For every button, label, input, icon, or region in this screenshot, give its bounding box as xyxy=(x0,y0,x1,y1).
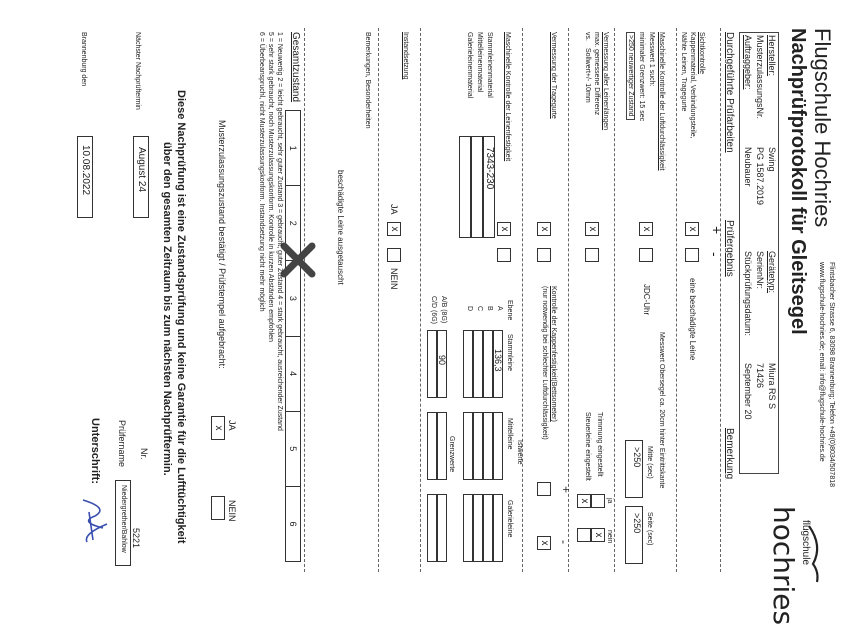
ebene-d: D xyxy=(466,306,473,312)
pruefer-value: Niedergrether/Bahlow xyxy=(120,485,127,553)
istwert-a-stamm[interactable] xyxy=(493,330,503,398)
ab-label: A/B (8G) xyxy=(440,296,447,324)
luft-bemerkung: Messwert Obersegel ca. 20cm hinter Eintrittskante xyxy=(658,332,665,489)
gesamt-legend-3: 6 = Überbeanspruchl, nicht Musterzulassungskonform. Instandsetzung nicht mehr möglich xyxy=(258,32,265,312)
gesamt-cell-3[interactable]: 3 xyxy=(286,261,300,336)
nr-label: Nr. xyxy=(139,448,149,460)
divider xyxy=(676,28,677,572)
steuer-ja-checkbox[interactable]: x xyxy=(577,494,591,508)
kappe-sub: (nur notwendig bei schlechter Luftdurchlässigkeit) xyxy=(541,286,548,440)
leinen-plus-checkbox[interactable]: x xyxy=(497,222,511,236)
contact-line-1: Flintsbacher Strasse 6, 83098 Brannenburg; Telefon +49(0)8034/507818 xyxy=(828,262,835,488)
istwert-c-mittel[interactable] xyxy=(473,412,483,480)
logo-bottom-text: hochries xyxy=(767,506,800,625)
ebene-label: Ebene xyxy=(506,300,513,321)
contact-line-2: www.flugschule-hochries.de; email: info@flugschule-hochries.de xyxy=(818,262,825,462)
luft-plus-checkbox[interactable]: x xyxy=(639,222,653,236)
trage-label: Vermessung der Tragegurte xyxy=(550,32,557,119)
stamm-material-label: Stammleinenmaterial xyxy=(486,32,493,98)
instand-nein-checkbox[interactable] xyxy=(387,248,401,262)
mitte-field[interactable] xyxy=(625,440,643,498)
gesamt-scale xyxy=(285,110,301,562)
luft-minus-checkbox[interactable] xyxy=(639,248,653,262)
divider xyxy=(522,28,523,572)
gesamt-label: Gesamtzustand xyxy=(290,32,301,103)
istwert-a-galerie[interactable] xyxy=(493,494,503,562)
sicht-minus-checkbox[interactable] xyxy=(685,248,699,262)
col-plus: + xyxy=(709,226,725,235)
istwert-a-stamm-value: 136,3 xyxy=(493,349,503,372)
galerie-material-label: Galerieleinenmaterial xyxy=(466,32,473,99)
istwert-b-galerie[interactable] xyxy=(483,494,493,562)
trimm-nein-checkbox[interactable]: x xyxy=(591,528,605,542)
hersteller-label: Hersteller: xyxy=(767,35,777,77)
trimm-label-1: Trimmung eingestellt xyxy=(596,412,603,477)
nr-value: 5221 xyxy=(131,528,141,549)
col-ergebnis: Prüfergebnis xyxy=(724,220,735,277)
konform-nein-label: NEIN xyxy=(227,500,237,522)
konform-text: Musterzulassungszustand bestätigt / Prüfstempel aufgebracht: xyxy=(217,120,227,369)
kappe-label: Kontrolle der Kappenfestigkeit(Bettsometer) xyxy=(550,286,557,422)
grenz-cd-mittel[interactable] xyxy=(427,412,437,480)
mittelleine-label: Mittelleine xyxy=(506,418,513,450)
pruefer-label: Prüfername xyxy=(117,420,127,468)
gesamt-cell-1[interactable]: 1 xyxy=(286,111,300,186)
kappe-minus-checkbox[interactable]: x xyxy=(537,536,551,550)
stamm-material-field[interactable] xyxy=(483,136,495,238)
disclaimer-line-2: über den gesamten Zeitraum bis zum nächsten Nachprüftermin. xyxy=(161,142,173,476)
gesamt-legend-2: 5 = sehr stark gebraucht, noch Musterzulassungskonform. Kontrolle in kurzen Abständen empfohlen xyxy=(267,32,274,342)
luft-sub1: Messwert 1 such: xyxy=(648,32,655,87)
mittel-material-field[interactable] xyxy=(471,136,483,238)
auftrag-label: Auftraggeber: xyxy=(743,35,753,90)
stamm-material-value: 7343-230 xyxy=(484,147,495,190)
school-name: Flugschule Hochries xyxy=(810,28,835,228)
col-minus: - xyxy=(707,252,723,257)
signature-icon xyxy=(73,494,113,548)
luft-label: Maschinelle Kontrolle der Luftdurchlässigkeit xyxy=(658,32,665,171)
istwert-d-galerie[interactable] xyxy=(463,494,473,562)
sicht-sub1: Kappenmaterial, Verbindungsteile, xyxy=(689,32,696,139)
grenz-ab-galerie[interactable] xyxy=(437,494,447,562)
vermess-label: Vermessung aller Leinenlängen xyxy=(602,32,609,131)
ort-date-field[interactable] xyxy=(77,136,93,218)
geraetetyp-label: Gerätetyp: xyxy=(767,251,777,294)
instand-nein-label: NEIN xyxy=(389,268,399,290)
istwert-c-stamm[interactable] xyxy=(473,330,483,398)
ebene-b: B xyxy=(486,306,493,311)
instand-label: Instandsetzung xyxy=(402,32,409,80)
istwert-d-stamm[interactable] xyxy=(463,330,473,398)
gesamt-cell-6[interactable]: 6 xyxy=(288,521,298,527)
document-title: Nachprüfprotokoll für Gleitsegel xyxy=(787,28,809,335)
steuer-nein-checkbox[interactable] xyxy=(577,528,591,542)
divider xyxy=(614,28,615,572)
trimm-label-2: Steuerleine eingestellt xyxy=(584,412,591,481)
istwert-a-mittel[interactable] xyxy=(493,412,503,480)
sicht-plus-checkbox[interactable]: x xyxy=(685,222,699,236)
muster-label: MusterzulassungsNr. xyxy=(755,35,765,120)
cd-label: C/D (6G) xyxy=(430,296,437,324)
konform-ja-checkbox[interactable]: x xyxy=(211,416,225,440)
divider xyxy=(304,28,305,572)
istwert-b-mittel[interactable] xyxy=(483,412,493,480)
divider xyxy=(420,28,421,572)
pruefer-field[interactable] xyxy=(115,480,131,566)
leinen-label: Maschinelle Kontrolle der Leinenfestigkeit xyxy=(504,32,511,162)
stammleine-label: Stammleine xyxy=(506,334,513,371)
instand-ja-label: JA xyxy=(389,204,399,215)
gesamt-cell-5[interactable]: 5 xyxy=(286,412,300,487)
stueck-label: Stückprüfungsdatum: xyxy=(743,251,753,337)
grenz-ab-stamm[interactable] xyxy=(437,330,447,398)
istwert-b-stamm[interactable] xyxy=(483,330,493,398)
instand-ja-checkbox[interactable]: x xyxy=(387,222,401,236)
divider xyxy=(720,28,721,572)
konform-nein-checkbox[interactable] xyxy=(211,496,225,520)
seite-value: >250 xyxy=(632,513,642,534)
naechste-label: Nächster Nachprüftermin xyxy=(134,32,141,110)
kappe-plus-sign: + xyxy=(559,486,573,494)
ebene-a: A xyxy=(496,306,503,311)
vermess-plus-checkbox[interactable]: x xyxy=(585,222,599,236)
galerieleine-label: Galerieleine xyxy=(506,500,513,538)
ort-label: Brannenburg den xyxy=(80,32,87,87)
sicht-bemerkung: eine beschädigte Leine xyxy=(688,278,697,361)
seite-label: Seite (sec) xyxy=(646,512,653,546)
school-logo xyxy=(767,506,811,625)
mitte-value: >250 xyxy=(632,447,642,468)
leinen-minus-checkbox[interactable] xyxy=(497,248,511,262)
trage-plus-checkbox[interactable]: x xyxy=(537,222,551,236)
stueck-value: September 20 xyxy=(743,363,753,420)
bemerkungen-label: Bemerkungen, Besonderheiten xyxy=(364,32,371,129)
trimm-ja-checkbox[interactable] xyxy=(591,494,605,508)
geraetetyp-value: Miura RS S xyxy=(767,363,777,410)
grenz-cd-stamm[interactable] xyxy=(427,330,437,398)
luft-sub2: minimaler Grenzwert: 15 sec xyxy=(638,32,645,122)
gesamt-cell-2[interactable]: 2 xyxy=(286,186,300,261)
gesamt-cell-4[interactable]: 4 xyxy=(286,337,300,412)
sicht-label: Sichtkontrolle xyxy=(698,32,705,75)
sicht-sub2: Nähte Leinen, Tragegurte xyxy=(680,32,687,112)
luft-sub3: >250 neuwertiger Zustand xyxy=(626,32,635,120)
mitte-label: Mitte (sec) xyxy=(646,446,653,479)
gesamt-selected-cross-icon xyxy=(279,241,317,279)
istwerte-label: Istwerte xyxy=(516,440,523,465)
divider xyxy=(378,28,379,572)
serien-value: 71426 xyxy=(755,363,765,389)
grenz-ab-mittel[interactable] xyxy=(437,412,447,480)
vermess-minus-checkbox[interactable] xyxy=(585,248,599,262)
grenz-ab-value: 90 xyxy=(437,355,447,366)
ort-date-value: 10.08.2022 xyxy=(80,145,91,196)
auftrag-value: Neubauer xyxy=(743,147,753,187)
naechste-field[interactable] xyxy=(133,136,149,218)
istwert-c-galerie[interactable] xyxy=(473,494,483,562)
luft-tool: JDC-Uhr xyxy=(642,284,651,316)
device-info-box xyxy=(739,32,779,474)
ja-label: ja xyxy=(606,498,613,504)
vermess-sub3: Sollwert+/- 10mm xyxy=(584,48,591,103)
vermess-sub1: max. gemessene Differenz xyxy=(593,32,600,116)
mittel-material-label: Mittelleinenmaterial xyxy=(476,32,483,93)
kappe-plus-checkbox[interactable] xyxy=(537,482,551,496)
bird-logo-icon xyxy=(803,524,825,584)
nein-label: nein xyxy=(606,530,613,544)
grenz-cd-galerie[interactable] xyxy=(427,494,437,562)
serien-label: SerienNr: xyxy=(755,251,765,290)
col-arbeiten: Durchgeführte Prüfarbeiten xyxy=(724,32,735,153)
seite-field[interactable] xyxy=(625,506,643,564)
gesamt-legend-1: 1 = Neuwertig 2 = leicht gebraucht, sehr guter Zustand 3 = gebraucht, guter Zustand 4 = stark gebraucht, ausreichender Zustand xyxy=(276,32,283,431)
hersteller-value: Swing xyxy=(767,147,777,172)
col-bemerkung: Bemerkung xyxy=(724,428,735,480)
muster-value: PG 1587.2019 xyxy=(755,147,765,206)
ebene-c: C xyxy=(476,306,483,312)
logo-top-text: flugschule xyxy=(800,520,811,566)
grenzwerte-label: Grenzwerte xyxy=(448,436,455,473)
disclaimer-line-1: Diese Nachprüfung ist eine Zustandsprüfung und keine Garantie für die Lufttüchtigkeit xyxy=(175,90,187,544)
konform-ja-label: JA xyxy=(227,420,237,431)
vermess-sub2: vs. xyxy=(584,32,591,41)
bemerkungen-text: beschädigte Leine ausgetauscht xyxy=(336,170,345,285)
naechste-value: August 24 xyxy=(136,147,147,193)
galerie-material-field[interactable] xyxy=(459,136,471,238)
unterschrift-label: Unterschrift: xyxy=(89,418,101,485)
trage-minus-checkbox[interactable] xyxy=(537,248,551,262)
istwert-d-mittel[interactable] xyxy=(463,412,473,480)
kappe-minus-sign: - xyxy=(557,540,571,544)
